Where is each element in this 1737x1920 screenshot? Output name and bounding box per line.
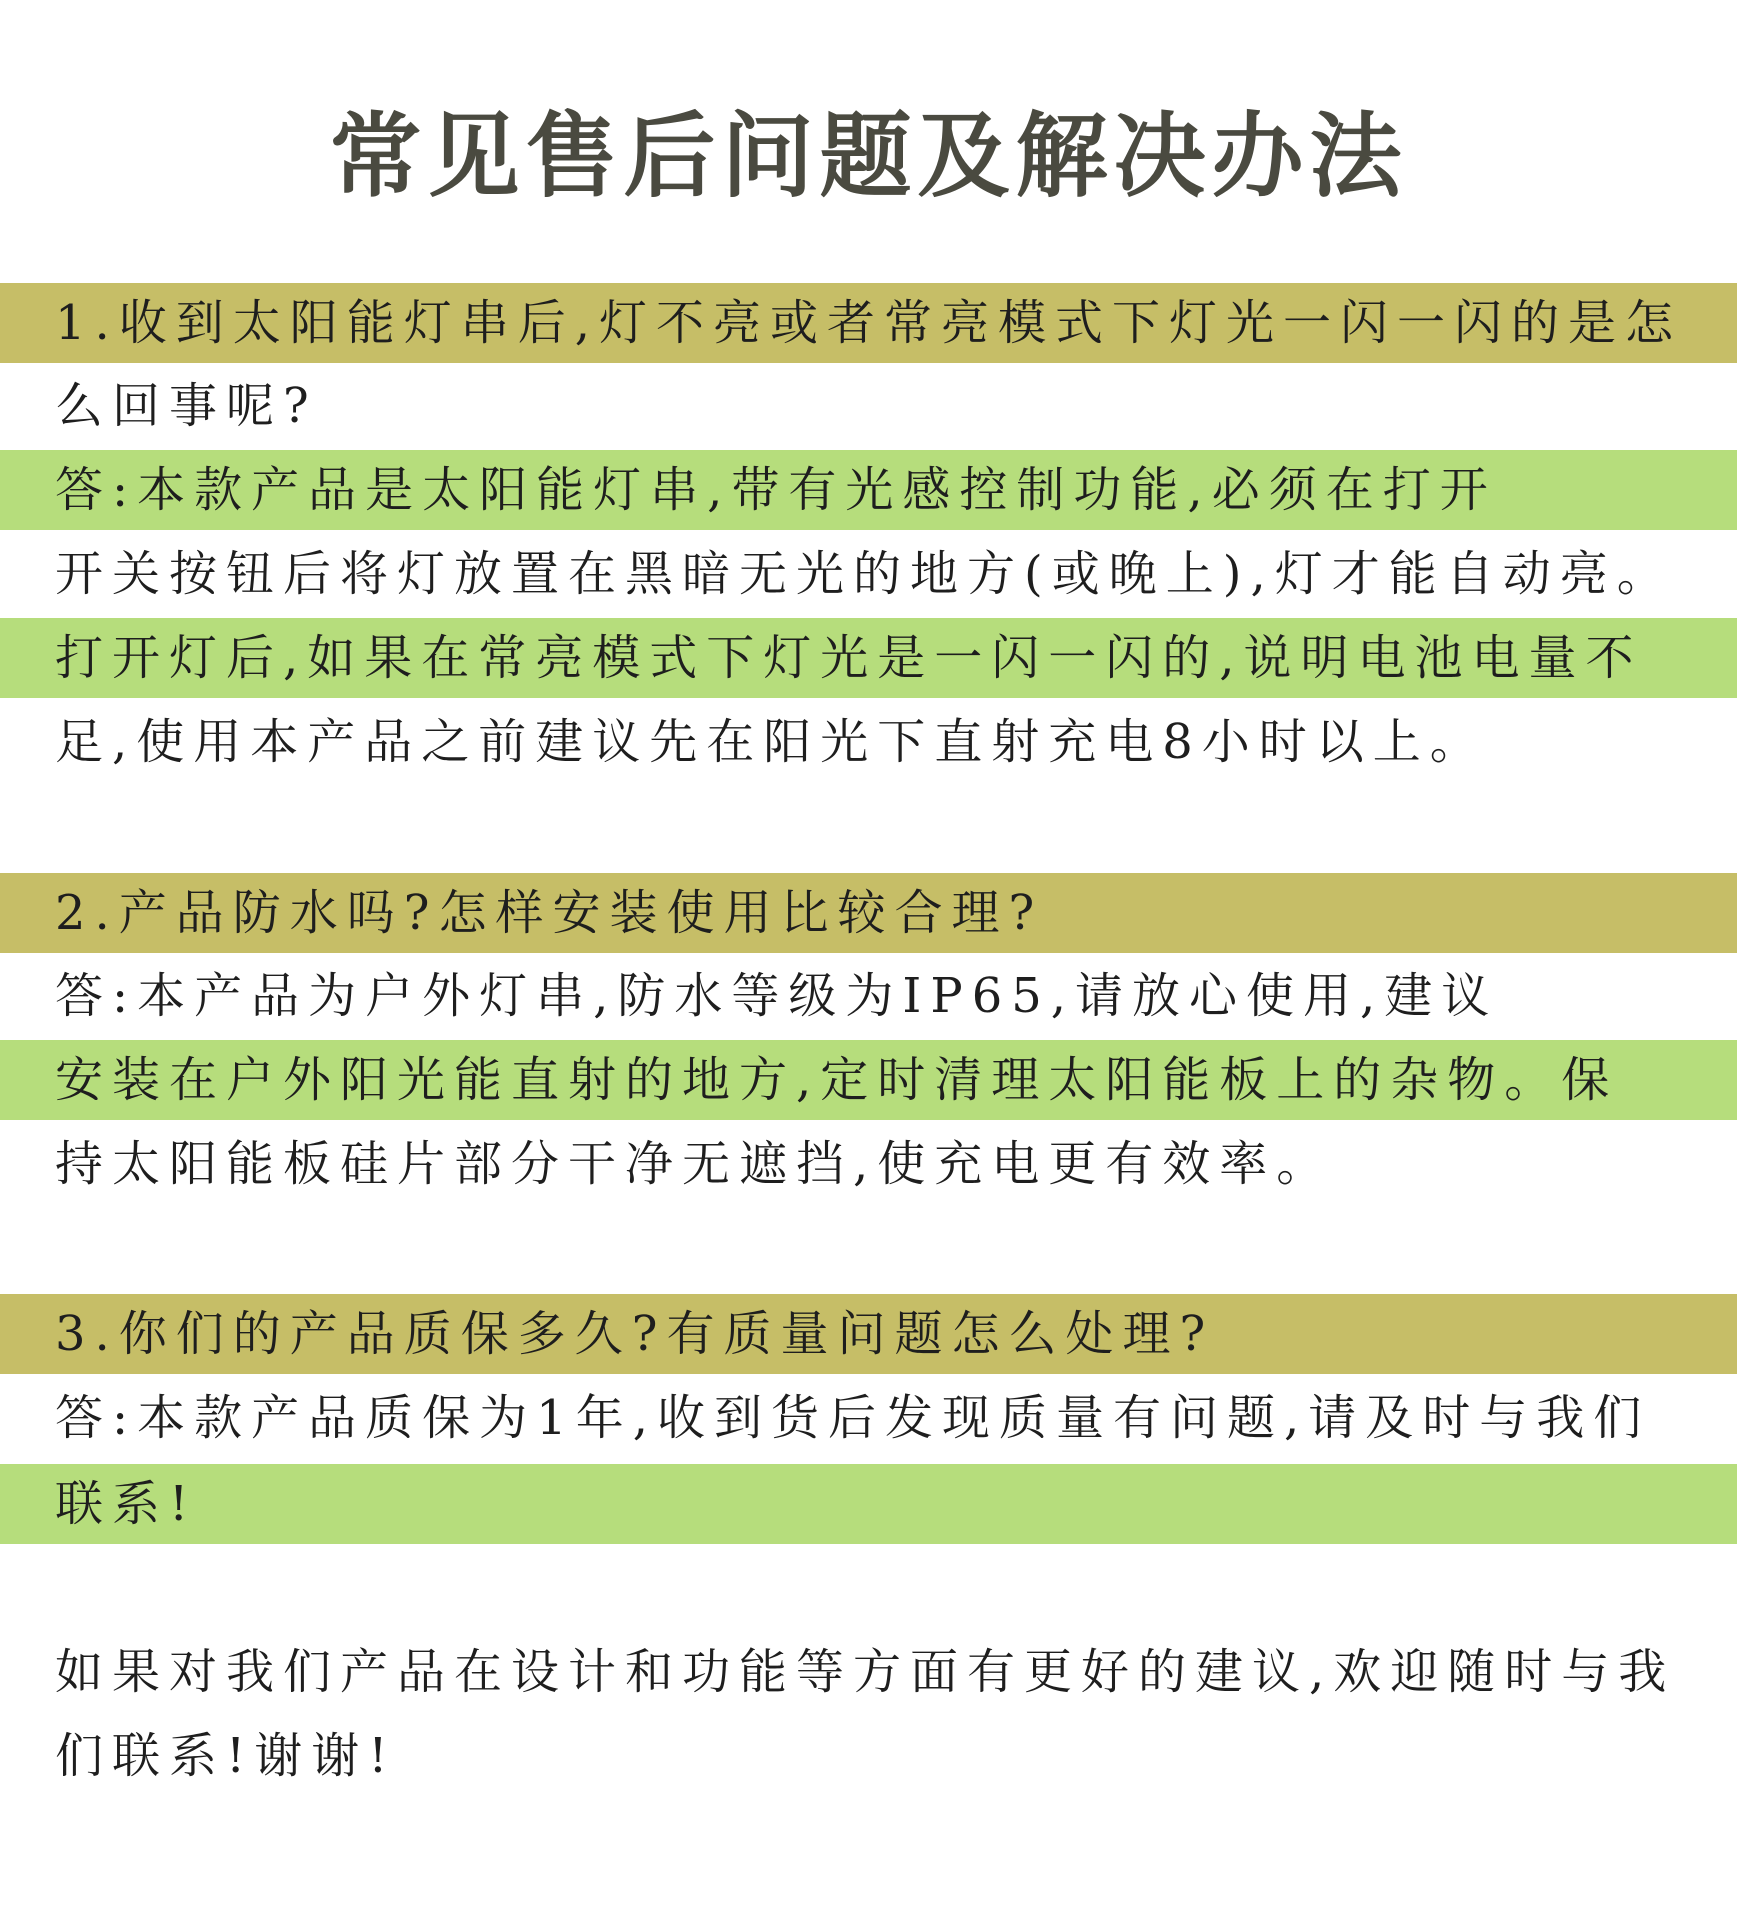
closing-line-1: 如果对我们产品在设计和功能等方面有更好的建议,欢迎随时与我 <box>55 1644 1676 1700</box>
answer-2-line-1: 答:本产品为户外灯串,防水等级为IP65,请放心使用,建议 <box>55 968 1499 1024</box>
question-1-line-2: 么回事呢? <box>55 378 318 434</box>
answer-1-line-3: 打开灯后,如果在常亮模式下灯光是一闪一闪的,说明电池电量不 <box>55 630 1643 686</box>
answer-1-line-2: 开关按钮后将灯放置在黑暗无光的地方(或晚上),灯才能自动亮。 <box>55 546 1674 602</box>
answer-2-line-3: 持太阳能板硅片部分干净无遮挡,使充电更有效率。 <box>55 1136 1334 1192</box>
closing-line-2: 们联系!谢谢! <box>55 1728 397 1784</box>
question-1-line-1: 1.收到太阳能灯串后,灯不亮或者常亮模式下灯光一闪一闪的是怎 <box>55 295 1683 351</box>
answer-1-line-4: 足,使用本产品之前建议先在阳光下直射充电8小时以上。 <box>55 714 1487 770</box>
question-3-line-1: 3.你们的产品质保多久?有质量问题怎么处理? <box>55 1306 1215 1362</box>
answer-3-line-2: 联系! <box>55 1476 198 1532</box>
answer-2-line-2: 安装在户外阳光能直射的地方,定时清理太阳能板上的杂物。保 <box>55 1052 1619 1108</box>
answer-3-line-1: 答:本款产品质保为1年,收到货后发现质量有问题,请及时与我们 <box>55 1390 1651 1446</box>
answer-1-line-1: 答:本款产品是太阳能灯串,带有光感控制功能,必须在打开 <box>55 462 1497 518</box>
question-2-line-1: 2.产品防水吗?怎样安装使用比较合理? <box>55 885 1044 941</box>
page-title: 常见售后问题及解决办法 <box>329 103 1408 210</box>
